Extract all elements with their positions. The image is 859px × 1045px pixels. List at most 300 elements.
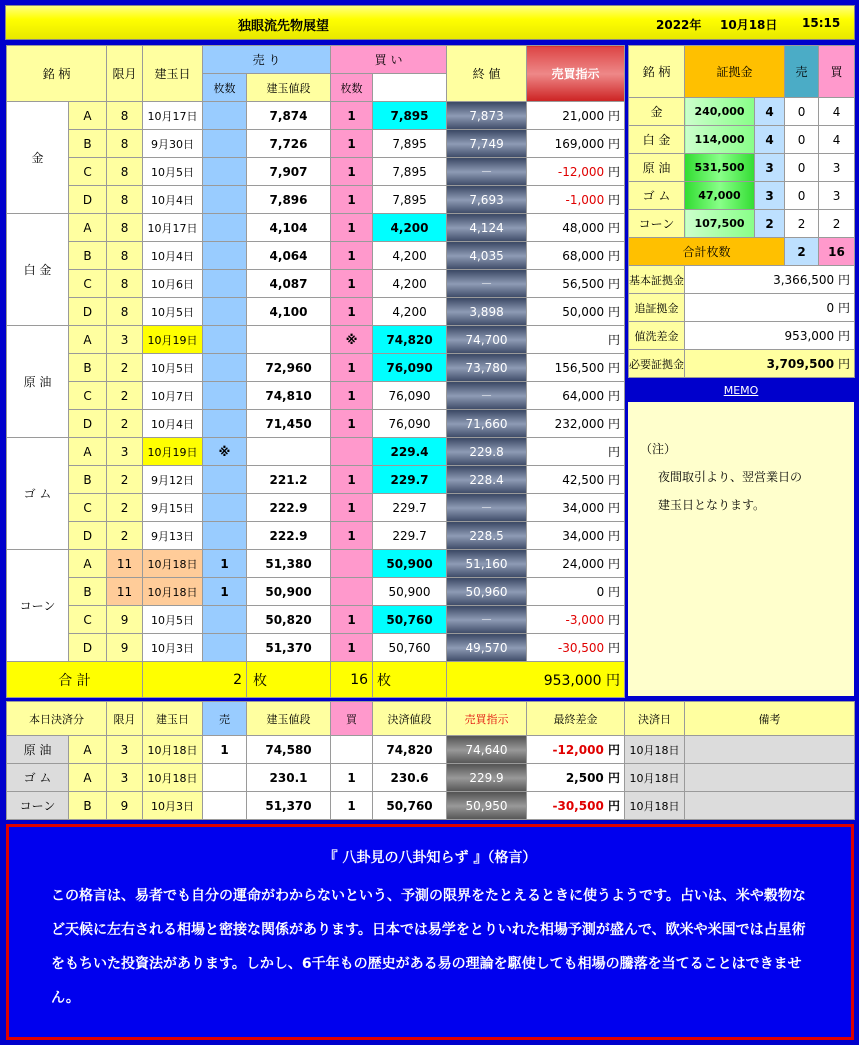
trade-signal: 4,124 (447, 214, 527, 242)
settle-price: 230.6 (373, 764, 447, 792)
open-date: 9月15日 (143, 494, 203, 522)
sell-qty (203, 186, 247, 214)
margin-buy: 3 (819, 182, 855, 210)
trade-signal: － (447, 494, 527, 522)
margin-buy: 2 (819, 210, 855, 238)
margin-amount: 47,000 (685, 182, 755, 210)
open-date: 9月12日 (143, 466, 203, 494)
contract-month: 2 (107, 354, 143, 382)
sell-qty (203, 326, 247, 354)
price-diff: 68,000 円 (527, 242, 625, 270)
trade-signal: － (447, 606, 527, 634)
settle-note (685, 792, 855, 820)
open-date: 10月5日 (143, 158, 203, 186)
open-price: 221.2 (247, 466, 331, 494)
close-price: 76,090 (373, 410, 447, 438)
contract-code: D (69, 634, 107, 662)
table-row (7, 410, 625, 438)
settle-open-date: 10月18日 (143, 736, 203, 764)
open-price: 72,960 (247, 354, 331, 382)
contract-month: 8 (107, 298, 143, 326)
header-time: 15:15 (802, 16, 841, 30)
trade-signal: － (447, 270, 527, 298)
price-diff: 48,000 円 (527, 214, 625, 242)
contract-month: 8 (107, 270, 143, 298)
contract-code: A (69, 550, 107, 578)
settle-sell: 1 (203, 736, 247, 764)
margin-row (629, 210, 855, 238)
price-diff: 56,500 円 (527, 270, 625, 298)
memo-link[interactable]: MEMO (723, 384, 759, 397)
trade-signal: 229.8 (447, 438, 527, 466)
settle-open-price: 74,580 (247, 736, 331, 764)
settle-col-buy: 買 (331, 702, 373, 736)
trade-signal: 4,035 (447, 242, 527, 270)
contract-code: C (69, 606, 107, 634)
contract-month: 9 (107, 634, 143, 662)
sell-qty (203, 270, 247, 298)
contract-month: 9 (107, 606, 143, 634)
sell-qty (203, 354, 247, 382)
contract-month: 11 (107, 550, 143, 578)
price-diff: 円 (527, 326, 625, 354)
table-row (7, 522, 625, 550)
settle-code: B (69, 792, 107, 820)
price-diff: -1,000 円 (527, 186, 625, 214)
margin-amount: 240,000 (685, 98, 755, 126)
margin-total-row (629, 238, 855, 266)
margin-amount: 107,500 (685, 210, 755, 238)
contract-month: 2 (107, 522, 143, 550)
settle-sell (203, 792, 247, 820)
open-price (247, 326, 331, 354)
sell-qty: 1 (203, 578, 247, 606)
settle-buy: 1 (331, 764, 373, 792)
contract-code: C (69, 158, 107, 186)
buy-qty: 1 (331, 606, 373, 634)
margin-sell: 0 (785, 154, 819, 182)
margin-row (629, 154, 855, 182)
summary-label: 追証拠金 (629, 294, 685, 322)
trade-signal: 7,873 (447, 102, 527, 130)
margin-row (629, 182, 855, 210)
summary-row (629, 350, 855, 378)
contract-month: 8 (107, 186, 143, 214)
commodity-name: ゴ ム (7, 438, 69, 550)
close-price: 50,900 (373, 578, 447, 606)
margin-name: ゴ ム (629, 182, 685, 210)
sell-qty (203, 634, 247, 662)
close-price: 229.7 (373, 494, 447, 522)
settle-sell (203, 764, 247, 792)
contract-month: 2 (107, 410, 143, 438)
open-date: 10月4日 (143, 186, 203, 214)
buy-qty (331, 550, 373, 578)
trade-signal: 3,898 (447, 298, 527, 326)
sell-qty (203, 242, 247, 270)
proverb-panel (6, 824, 854, 1040)
positions-table (6, 45, 625, 698)
margin-qty: 2 (755, 210, 785, 238)
col-month: 限月 (107, 46, 143, 102)
close-price: 7,895 (373, 158, 447, 186)
sell-qty: 1 (203, 550, 247, 578)
contract-code: C (69, 382, 107, 410)
contract-month: 3 (107, 438, 143, 466)
summary-label: 基本証拠金 (629, 266, 685, 294)
price-diff: 円 (527, 438, 625, 466)
page-title: 独眼流先物展望 (238, 19, 330, 34)
buy-qty: 1 (331, 270, 373, 298)
close-price: 4,200 (373, 298, 447, 326)
header-date: 10月18日 (720, 18, 778, 32)
margin-amount: 531,500 (685, 154, 755, 182)
settle-date: 10月18日 (625, 792, 685, 820)
sell-qty (203, 522, 247, 550)
open-date: 10月17日 (143, 214, 203, 242)
contract-month: 2 (107, 494, 143, 522)
summary-label: 値洗差金 (629, 322, 685, 350)
open-date: 10月19日 (143, 326, 203, 354)
memo-panel (628, 380, 854, 696)
proverb-body: この格言は、易者でも自分の運命がわからないという、予測の限界をたとえるときに使うようです。占いは、米や穀物など天候に左右される相場と密接な関係があります。日本では易学をとりいれた相場予測が盛んで、欧米や米国では占星術をもちいた投資法があります。しかし、6千年もの歴史がある易の理論を駆使しても相場の騰落を当てることはできません。 (51, 888, 806, 1006)
margin-col-buy: 買 (819, 46, 855, 98)
contract-code: D (69, 522, 107, 550)
header-bar (5, 5, 855, 40)
close-price: 229.7 (373, 522, 447, 550)
trade-signal: 71,660 (447, 410, 527, 438)
col-sell: 売 り (203, 46, 331, 74)
settle-col-month: 限月 (107, 702, 143, 736)
settle-open-price: 51,370 (247, 792, 331, 820)
contract-code: A (69, 326, 107, 354)
sell-qty (203, 382, 247, 410)
total-buy: 16 (331, 662, 373, 698)
col-buy-qty: 枚数 (331, 74, 373, 102)
settle-signal: 74,640 (447, 736, 527, 764)
settle-col-final: 最終差金 (527, 702, 625, 736)
contract-month: 3 (107, 326, 143, 354)
trade-signal: 7,749 (447, 130, 527, 158)
open-price: 7,896 (247, 186, 331, 214)
buy-qty: ※ (331, 326, 373, 354)
open-date: 10月19日 (143, 438, 203, 466)
open-price: 222.9 (247, 522, 331, 550)
total-sell-unit: 枚 (247, 662, 331, 698)
price-diff: 42,500 円 (527, 466, 625, 494)
total-diff: 953,000 円 (447, 662, 625, 698)
buy-qty: 1 (331, 466, 373, 494)
trade-signal: 7,693 (447, 186, 527, 214)
table-row (7, 438, 625, 466)
open-date: 10月7日 (143, 382, 203, 410)
summary-label: 必要証拠金 (629, 350, 685, 378)
contract-code: C (69, 270, 107, 298)
margin-buy: 4 (819, 98, 855, 126)
settle-signal: 50,950 (447, 792, 527, 820)
contract-code: A (69, 102, 107, 130)
settle-open-price: 230.1 (247, 764, 331, 792)
settle-col-signal: 売買指示 (447, 702, 527, 736)
open-price: 74,810 (247, 382, 331, 410)
open-price: 4,064 (247, 242, 331, 270)
table-row (7, 130, 625, 158)
settle-date: 10月18日 (625, 764, 685, 792)
contract-month: 8 (107, 102, 143, 130)
settle-buy (331, 736, 373, 764)
col-close: 終 値 (447, 46, 527, 102)
buy-qty (331, 438, 373, 466)
margin-total-sell: 2 (785, 238, 819, 266)
sell-qty (203, 494, 247, 522)
settle-code: A (69, 736, 107, 764)
price-diff: 21,000 円 (527, 102, 625, 130)
close-price: 7,895 (373, 186, 447, 214)
margin-col-margin: 証拠金 (685, 46, 785, 98)
margin-sell: 0 (785, 98, 819, 126)
open-price: 51,380 (247, 550, 331, 578)
contract-code: B (69, 130, 107, 158)
contract-code: C (69, 494, 107, 522)
margin-name: コーン (629, 210, 685, 238)
close-price: 50,900 (373, 550, 447, 578)
total-sell: 2 (143, 662, 247, 698)
memo-line: 夜間取引より、翌営業日の (658, 470, 803, 484)
price-diff: -3,000 円 (527, 606, 625, 634)
sell-qty (203, 214, 247, 242)
margin-name: 白 金 (629, 126, 685, 154)
sell-qty (203, 606, 247, 634)
col-buy: 買 い (331, 46, 447, 74)
buy-qty: 1 (331, 214, 373, 242)
open-price: 222.9 (247, 494, 331, 522)
summary-value: 953,000 円 (685, 322, 855, 350)
total-buy-unit: 枚 (373, 662, 447, 698)
open-date: 10月6日 (143, 270, 203, 298)
table-row (7, 494, 625, 522)
contract-code: D (69, 186, 107, 214)
table-row (7, 102, 625, 130)
table-row (7, 578, 625, 606)
col-sell-qty: 枚数 (203, 74, 247, 102)
open-date: 10月4日 (143, 242, 203, 270)
open-date: 10月5日 (143, 298, 203, 326)
close-price: 4,200 (373, 270, 447, 298)
contract-code: B (69, 242, 107, 270)
summary-value: 3,709,500 円 (685, 350, 855, 378)
settlement-table (6, 701, 855, 820)
memo-line: 建玉日となります。 (658, 498, 766, 512)
settle-col-open-price: 建玉値段 (247, 702, 331, 736)
margin-col-name: 銘 柄 (629, 46, 685, 98)
trade-signal: － (447, 382, 527, 410)
margin-total-buy: 16 (819, 238, 855, 266)
commodity-name: 白 金 (7, 214, 69, 326)
sell-qty (203, 102, 247, 130)
open-price: 7,874 (247, 102, 331, 130)
trade-signal: － (447, 158, 527, 186)
buy-qty: 1 (331, 410, 373, 438)
contract-code: D (69, 298, 107, 326)
open-price: 51,370 (247, 634, 331, 662)
contract-month: 2 (107, 466, 143, 494)
settle-buy: 1 (331, 792, 373, 820)
buy-qty: 1 (331, 522, 373, 550)
header-year: 2022年 (656, 18, 702, 32)
price-diff: 169,000 円 (527, 130, 625, 158)
open-date: 10月5日 (143, 354, 203, 382)
settle-open-date: 10月3日 (143, 792, 203, 820)
open-date: 10月17日 (143, 102, 203, 130)
sell-qty (203, 158, 247, 186)
settle-row (7, 792, 855, 820)
open-date: 10月5日 (143, 606, 203, 634)
close-price: 7,895 (373, 102, 447, 130)
open-price: 7,907 (247, 158, 331, 186)
proverb-title: 『 八卦見の八卦知らず 』（格言） (323, 850, 537, 866)
settle-price: 50,760 (373, 792, 447, 820)
buy-qty: 1 (331, 494, 373, 522)
margin-row (629, 98, 855, 126)
open-price: 50,900 (247, 578, 331, 606)
margin-qty: 3 (755, 154, 785, 182)
open-date: 10月18日 (143, 550, 203, 578)
buy-qty: 1 (331, 130, 373, 158)
table-row (7, 270, 625, 298)
open-price: 4,087 (247, 270, 331, 298)
price-diff: -12,000 円 (527, 158, 625, 186)
table-row (7, 354, 625, 382)
price-diff: 156,500 円 (527, 354, 625, 382)
open-price: 4,104 (247, 214, 331, 242)
close-price: 74,820 (373, 326, 447, 354)
trade-signal: 49,570 (447, 634, 527, 662)
table-row (7, 214, 625, 242)
table-row (7, 606, 625, 634)
commodity-name: 金 (7, 102, 69, 214)
table-row (7, 466, 625, 494)
buy-qty: 1 (331, 102, 373, 130)
margin-sell: 2 (785, 210, 819, 238)
margin-name: 金 (629, 98, 685, 126)
price-diff: 34,000 円 (527, 522, 625, 550)
table-row (7, 326, 625, 354)
buy-qty: 1 (331, 242, 373, 270)
trade-signal: 73,780 (447, 354, 527, 382)
col-open-date: 建玉日 (143, 46, 203, 102)
close-price: 229.4 (373, 438, 447, 466)
table-row (7, 158, 625, 186)
open-price: 50,820 (247, 606, 331, 634)
settle-open-date: 10月18日 (143, 764, 203, 792)
summary-value: 0 円 (685, 294, 855, 322)
total-label: 合 計 (7, 662, 143, 698)
price-diff: 0 円 (527, 578, 625, 606)
buy-qty: 1 (331, 186, 373, 214)
contract-code: A (69, 214, 107, 242)
close-price: 50,760 (373, 634, 447, 662)
contract-code: D (69, 410, 107, 438)
summary-value: 3,366,500 円 (685, 266, 855, 294)
open-date: 10月18日 (143, 578, 203, 606)
table-row (7, 550, 625, 578)
col-signal: 売買指示 (527, 46, 625, 102)
settle-row (7, 736, 855, 764)
table-row (7, 242, 625, 270)
buy-qty: 1 (331, 382, 373, 410)
table-row (7, 382, 625, 410)
trade-signal: 228.4 (447, 466, 527, 494)
memo-line: （注） (640, 442, 677, 456)
settle-col-open-date: 建玉日 (143, 702, 203, 736)
trade-signal: 228.5 (447, 522, 527, 550)
summary-row (629, 294, 855, 322)
settle-signal: 229.9 (447, 764, 527, 792)
price-diff: 232,000 円 (527, 410, 625, 438)
memo-body (628, 405, 854, 696)
buy-qty: 1 (331, 158, 373, 186)
open-price: 71,450 (247, 410, 331, 438)
summary-row (629, 266, 855, 294)
contract-month: 11 (107, 578, 143, 606)
close-price: 229.7 (373, 466, 447, 494)
margin-amount: 114,000 (685, 126, 755, 154)
settle-col-date: 決済日 (625, 702, 685, 736)
trade-signal: 50,960 (447, 578, 527, 606)
margin-qty: 4 (755, 126, 785, 154)
settle-date: 10月18日 (625, 736, 685, 764)
commodity-name: 原 油 (7, 326, 69, 438)
open-date: 10月3日 (143, 634, 203, 662)
settle-month: 3 (107, 764, 143, 792)
open-price: 7,726 (247, 130, 331, 158)
open-date: 9月13日 (143, 522, 203, 550)
contract-month: 8 (107, 158, 143, 186)
contract-month: 8 (107, 130, 143, 158)
price-diff: 24,000 円 (527, 550, 625, 578)
col-open-price: 建玉値段 (247, 74, 331, 102)
settle-code: A (69, 764, 107, 792)
settle-col-label: 本日決済分 (7, 702, 107, 736)
sell-qty: ※ (203, 438, 247, 466)
settle-name: コーン (7, 792, 69, 820)
settle-row (7, 764, 855, 792)
settle-note (685, 736, 855, 764)
buy-qty (331, 578, 373, 606)
close-price: 4,200 (373, 242, 447, 270)
open-price: 4,100 (247, 298, 331, 326)
margin-total-label: 合計枚数 (629, 238, 785, 266)
settle-final: -12,000 円 (527, 736, 625, 764)
contract-code: A (69, 438, 107, 466)
margin-qty: 3 (755, 182, 785, 210)
trade-signal: 51,160 (447, 550, 527, 578)
contract-month: 8 (107, 242, 143, 270)
price-diff: 64,000 円 (527, 382, 625, 410)
contract-code: B (69, 578, 107, 606)
open-date: 9月30日 (143, 130, 203, 158)
margin-name: 原 油 (629, 154, 685, 182)
commodity-name: コーン (7, 550, 69, 662)
close-price: 50,760 (373, 606, 447, 634)
table-row (7, 634, 625, 662)
settle-col-settle-price: 決済値段 (373, 702, 447, 736)
settle-col-sell: 売 (203, 702, 247, 736)
contract-code: B (69, 466, 107, 494)
close-price: 76,090 (373, 354, 447, 382)
margin-col-sell: 売 (785, 46, 819, 98)
margin-buy: 3 (819, 154, 855, 182)
